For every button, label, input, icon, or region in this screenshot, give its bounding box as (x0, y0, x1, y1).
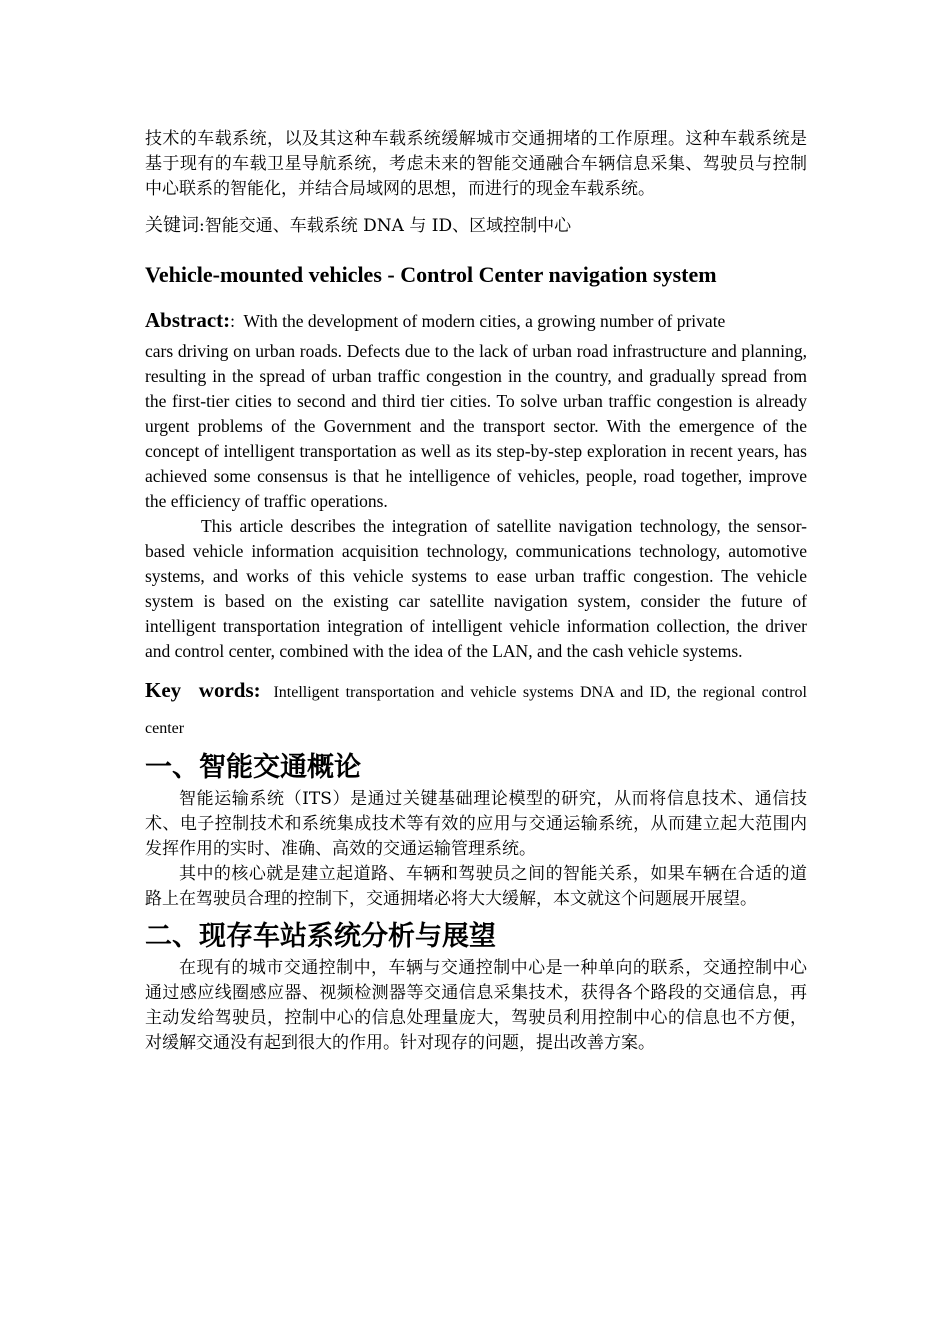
cn-keywords-label: 关键词 (145, 215, 199, 236)
abstract-para2: This article describes the integration of satellite navigation technology, the sensor-based vehicle information acquisition technology, communications technology, automotive systems, and works of this vehicle systems to ease urban traffic congestion. The vehicle system is based on the existing car satellite navigation system, consider the future of intelligent transportation integration of intelligent vehicle information collection, the driver and control center, combined with the idea of the LAN, and the cash vehicle systems. (145, 516, 807, 661)
key-words-en-label: Key words: (145, 678, 261, 702)
section2-heading: 二、现存车站系统分析与展望 (145, 921, 496, 952)
cn-keywords-colon: : (199, 216, 205, 236)
page-body (145, 127, 807, 1056)
section1-paragraph: 智能运输系统（ITS）是通过关键基础理论模型的研究，从而将信息技术、通信技术、电子控制技术和系统集成技术等有效的应用与交通运输系统，从而建立起大范围内发挥作用的实时、准确、高效的交通运输管理系统。 (145, 789, 807, 859)
section1-paragraph: 其中的核心就是建立起道路、车辆和驾驶员之间的智能关系，如果车辆在合适的道路上在驾驶员合理的控制下，交通拥堵必将大大缓解，本文就这个问题展开展望。 (145, 864, 807, 909)
section2-paragraph: 在现有的城市交通控制中，车辆与交通控制中心是一种单向的联系，交通控制中心通过感应线圈感应器、视频检测器等交通信息采集技术，获得各个路段的交通信息，再主动发给驾驶员，控制中心的信息处理量庞大，驾驶员利用控制中心的信息也不方便，对缓解交通没有起到很大的作用。针对现存的问题，提出改善方案。 (145, 958, 807, 1053)
abstract-para1-first: With the development of modern cities, a growing number of private (243, 311, 726, 331)
cn-abstract-tail: 技术的车载系统，以及其这种车载系统缓解城市交通拥堵的工作原理。这种车载系统是基于现有的车载卫星导航系统，考虑未来的智能交通融合车辆信息采集、驾驶员与控制中心联系的智能化，并结合局域网的思想，而进行的现金车载系统。 (145, 129, 807, 199)
section1-heading: 一、智能交通概论 (145, 752, 361, 783)
abstract-label: Abstract: (145, 308, 231, 332)
english-title: Vehicle-mounted vehicles - Control Center navigation system (145, 262, 717, 287)
abstract-first-line (145, 302, 807, 339)
cn-keywords-text: 智能交通、车载系统 DNA 与 ID、区域控制中心 (204, 216, 572, 236)
key-words-en-text: Intelligent transportation and vehicle systems DNA and ID, the regional control center (145, 684, 808, 737)
abstract-colon: : (230, 311, 236, 331)
cn-keywords (145, 212, 807, 240)
abstract-para1-rest: cars driving on urban roads. Defects due to the lack of urban road infrastructure and planning, resulting in the spread of urban traffic congestion in the country, and gradually spread from the first-tier cities to second and third tier cities. To solve urban traffic congestion is already urgent problems of the Government and the transport sector. With the emergence of the concept of intelligent transportation as well as its step-by-step exploration in recent years, has achieved some consensus is that he intelligence of vehicles, people, road together, improve the efficiency of traffic operations. (145, 341, 807, 511)
key-words-en (145, 672, 807, 747)
